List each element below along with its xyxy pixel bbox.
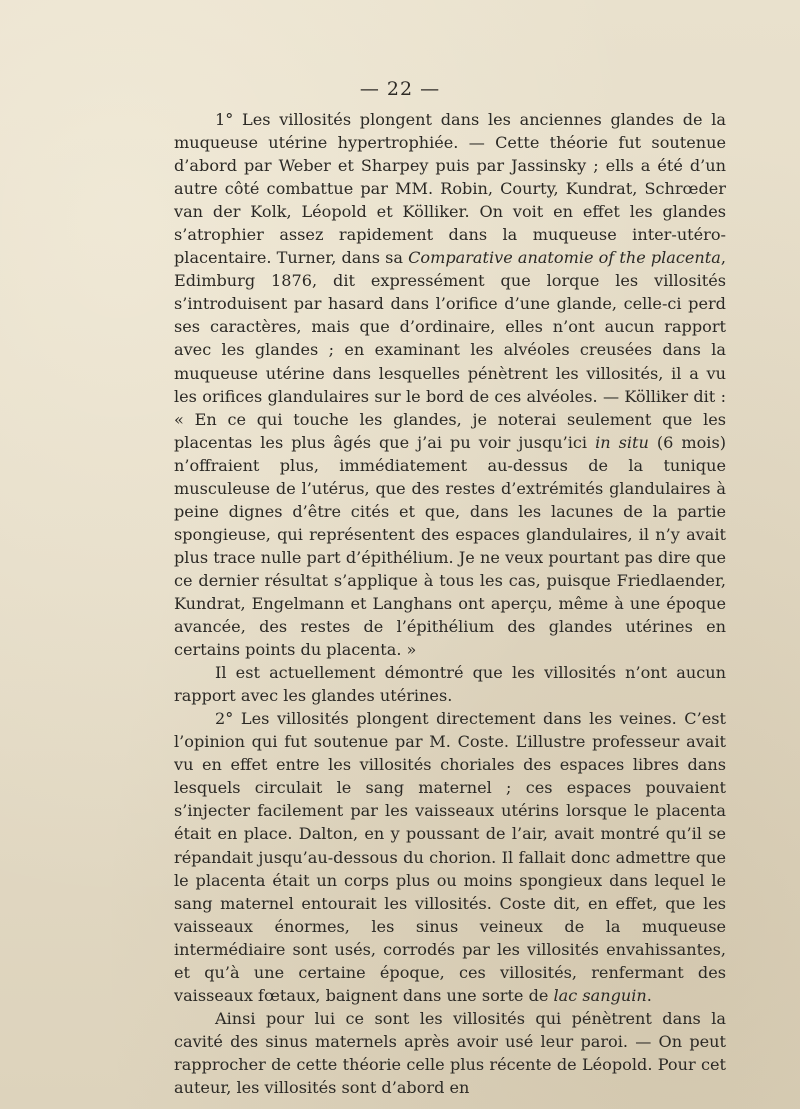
- paragraph-conclusion: [174, 661, 726, 707]
- paragraph-leopold: [174, 1007, 726, 1099]
- paragraph-text: .: [646, 985, 652, 1005]
- paragraph-text: Il est actuellement démontré que les villosités n’ont aucun rapport avec les glandes utérines.: [174, 663, 726, 706]
- body-text: [174, 108, 726, 1099]
- book-title-italic: Comparative anatomie of the placenta: [408, 248, 721, 268]
- paragraph-text: , Edimburg 1876, dit expressément que lorque les villosités s’introduisent par hasard dans l’orifice d’une glande, celle-ci perd ses caractères, mais que d’ordinaire, elles n’ont aucun rapport avec les glandes ; en examinant les alvéoles creusées dans la muqueuse utérine dans lesquelles pénètrent les villosités, il a vu les orifices glandulaires sur le bord de ces alvéoles. — Kölliker dit : « En ce qui touche les glandes, je noterai seulement que les placentas les plus âgés que j’ai pu voir jusqu’ici: [174, 248, 726, 452]
- latin-term-italic: in situ: [595, 432, 649, 452]
- paragraph-glandes-theory: [174, 108, 726, 661]
- paragraph-text: Ainsi pour lui ce sont les villosités qui pénètrent dans la cavité des sinus maternels après avoir usé leur paroi. — On peut rapprocher de cette théorie celle plus récente de Léopold. Pour cet auteur, les villosités sont d’abord en: [174, 1008, 726, 1097]
- lac-sanguin-italic: lac sanguin: [553, 985, 647, 1005]
- paragraph-text: (6 mois) n’offraient plus, immédiatement au-dessus de la tunique musculeuse de l’utérus, que des restes d’extrémités glandulaires à peine dignes d’être cités et que, dans les lacunes de la partie spongieuse, qui représentent des espaces glandulaires, il n’y avait plus trace nulle part d’épithélium. Je ne veux pourtant pas dire que ce dernier résultat s’applique à tous les cas, puisque Friedlaender, Kundrat, Engelmann et Langhans ont aperçu, même à une époque avancée, des restes de l’épithélium des glandes utérines en certains points du placenta. »: [174, 432, 726, 660]
- paragraph-text: 1° Les villosités plongent dans les anciennes glandes de la muqueuse utérine hypertrophiée. — Cette théorie fut soutenue d’abord par Weber et Sharpey puis par Jassinsky ; ells a été d’un autre côté combattue par MM. Robin, Courty, Kundrat, Schrœder van der Kolk, Léopold et Kölliker. On voit en effet les glandes s’atrophier assez rapidement dans la muqueuse inter-utéro-placentaire. Turner, dans sa: [174, 110, 726, 268]
- page-number: — 22 —: [359, 78, 441, 100]
- paragraph-text: 2° Les villosités plongent directement dans les veines. C’est l’opinion qui fut soutenue par M. Coste. L’illustre professeur avait vu en effet entre les villosités choriales des espaces libres dans lesquels circulait le sang maternel ; ces espaces pouvaient s’injecter facilement par les vaisseaux utérins lorsque le placenta était en place. Dalton, en y poussant de l’air, avait montré qu’il se répandait jusqu’au-dessous du chorion. Il fallait donc admettre que le placenta était un corps plus ou moins spongieux dans lequel le sang maternel entourait les villosités. Coste dit, en effet, que les vaisseaux énormes, les sinus veineux de la muqueuse intermédiaire sont usés, corrodés par les villosités envahissantes, et qu’à une certaine époque, ces villosités, renfermant des vaisseaux fœtaux, baignent dans une sorte de: [174, 709, 726, 1005]
- paragraph-veines-theory: [174, 707, 726, 1007]
